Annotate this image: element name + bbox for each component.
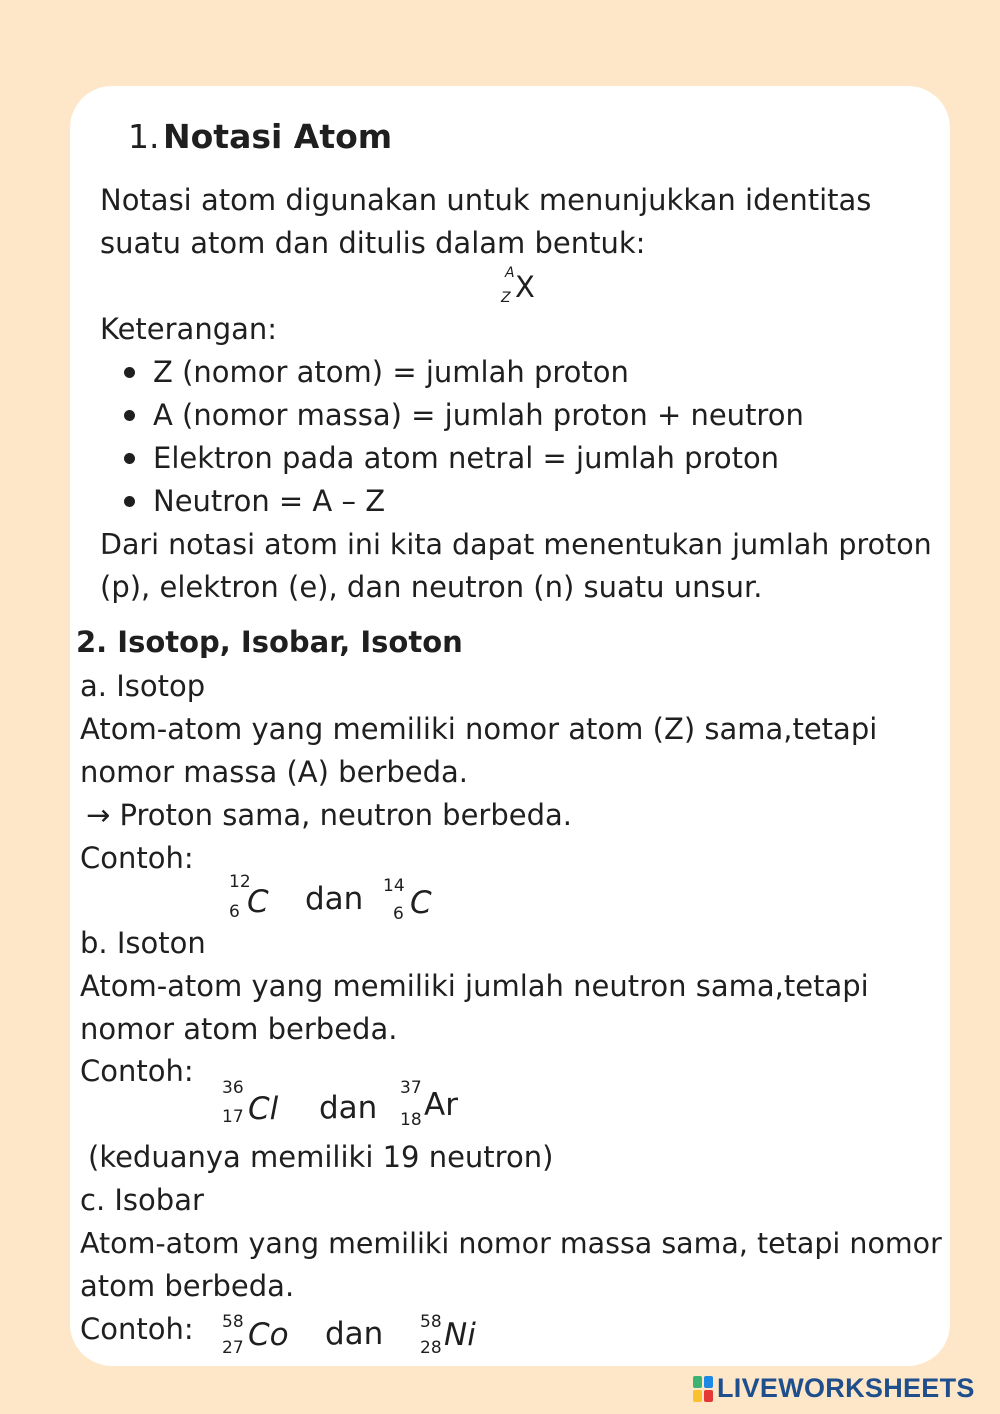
- element-symbol: Ar: [424, 1087, 458, 1123]
- list-item-text: A (nomor massa) = jumlah proton + neutron: [153, 398, 804, 432]
- section1-outro-line2: (p), elektron (e), dan neutron (n) suatu unsur.: [100, 570, 763, 604]
- isobar-connector: dan: [325, 1316, 384, 1352]
- isotop-connector: dan: [305, 881, 364, 917]
- isobar-line2: atom berbeda.: [80, 1269, 295, 1303]
- isoton-note: (keduanya memiliki 19 neutron): [88, 1140, 554, 1174]
- element-symbol: Co: [248, 1317, 289, 1353]
- isotop-line1: Atom-atom yang memiliki nomor atom (Z) sama,tetapi: [80, 712, 878, 746]
- list-item: [100, 351, 804, 394]
- isotop-example-label: Contoh:: [80, 841, 194, 875]
- element-symbol: C: [410, 885, 432, 921]
- notation-mass: A: [505, 265, 515, 281]
- list-item: [100, 480, 804, 523]
- bullet-icon: [124, 367, 135, 378]
- legend-list: [100, 351, 804, 523]
- element-symbol: C: [247, 884, 269, 920]
- list-item: [100, 394, 804, 437]
- isobar-heading: c. Isobar: [80, 1183, 204, 1217]
- isoton-connector: dan: [319, 1090, 378, 1126]
- mass-number: 37: [400, 1078, 422, 1098]
- logo-icon: [693, 1376, 713, 1402]
- list-item-text: Elektron pada atom netral = jumlah proton: [153, 441, 780, 475]
- isobar-example-label: Contoh:: [80, 1312, 194, 1346]
- notation-atomic: Z: [501, 290, 511, 306]
- isoton-line1: Atom-atom yang memiliki jumlah neutron sama,tetapi: [80, 969, 869, 1003]
- isoton-heading: b. Isoton: [80, 926, 206, 960]
- section1-number: 1.: [128, 117, 160, 156]
- isotop-line2: nomor massa (A) berbeda.: [80, 755, 468, 789]
- legend-label: Keterangan:: [100, 312, 278, 346]
- section1-title: Notasi Atom: [163, 117, 393, 156]
- atomic-number: 28: [420, 1338, 442, 1358]
- isobar-line1: Atom-atom yang memiliki nomor massa sama, tetapi nomor: [80, 1227, 942, 1260]
- bullet-icon: [124, 453, 135, 464]
- mass-number: 12: [229, 872, 251, 892]
- mass-number: 14: [383, 876, 405, 896]
- atomic-number: 6: [229, 902, 240, 922]
- mass-number: 36: [222, 1078, 244, 1098]
- liveworksheets-logo[interactable]: [693, 1373, 975, 1404]
- atomic-number: 6: [393, 904, 404, 924]
- section1-outro-line1: Dari notasi atom ini kita dapat menentukan jumlah proton: [100, 528, 932, 561]
- list-item: [100, 437, 804, 480]
- isotop-note: → Proton sama, neutron berbeda.: [86, 798, 572, 832]
- atomic-number: 18: [400, 1110, 422, 1130]
- section2-title: 2. Isotop, Isobar, Isoton: [76, 625, 463, 659]
- bullet-icon: [124, 410, 135, 421]
- bullet-icon: [124, 496, 135, 507]
- logo-text: LIVEWORKSHEETS: [717, 1373, 975, 1403]
- isotop-heading: a. Isotop: [80, 669, 206, 703]
- atomic-number: 27: [222, 1338, 244, 1358]
- list-item-text: Z (nomor atom) = jumlah proton: [153, 355, 629, 389]
- mass-number: 58: [420, 1312, 442, 1332]
- list-item-text: Neutron = A – Z: [153, 484, 386, 518]
- atomic-number: 17: [222, 1107, 244, 1127]
- mass-number: 58: [222, 1312, 244, 1332]
- section1-intro-line2: suatu atom dan ditulis dalam bentuk:: [100, 226, 646, 260]
- element-symbol: Cl: [248, 1091, 279, 1127]
- section1-intro-line1: Notasi atom digunakan untuk menunjukkan identitas: [100, 183, 872, 217]
- notation-symbol: X: [515, 270, 535, 304]
- element-symbol: Ni: [444, 1317, 476, 1353]
- isoton-line2: nomor atom berbeda.: [80, 1012, 398, 1046]
- isoton-example-label: Contoh:: [80, 1054, 194, 1088]
